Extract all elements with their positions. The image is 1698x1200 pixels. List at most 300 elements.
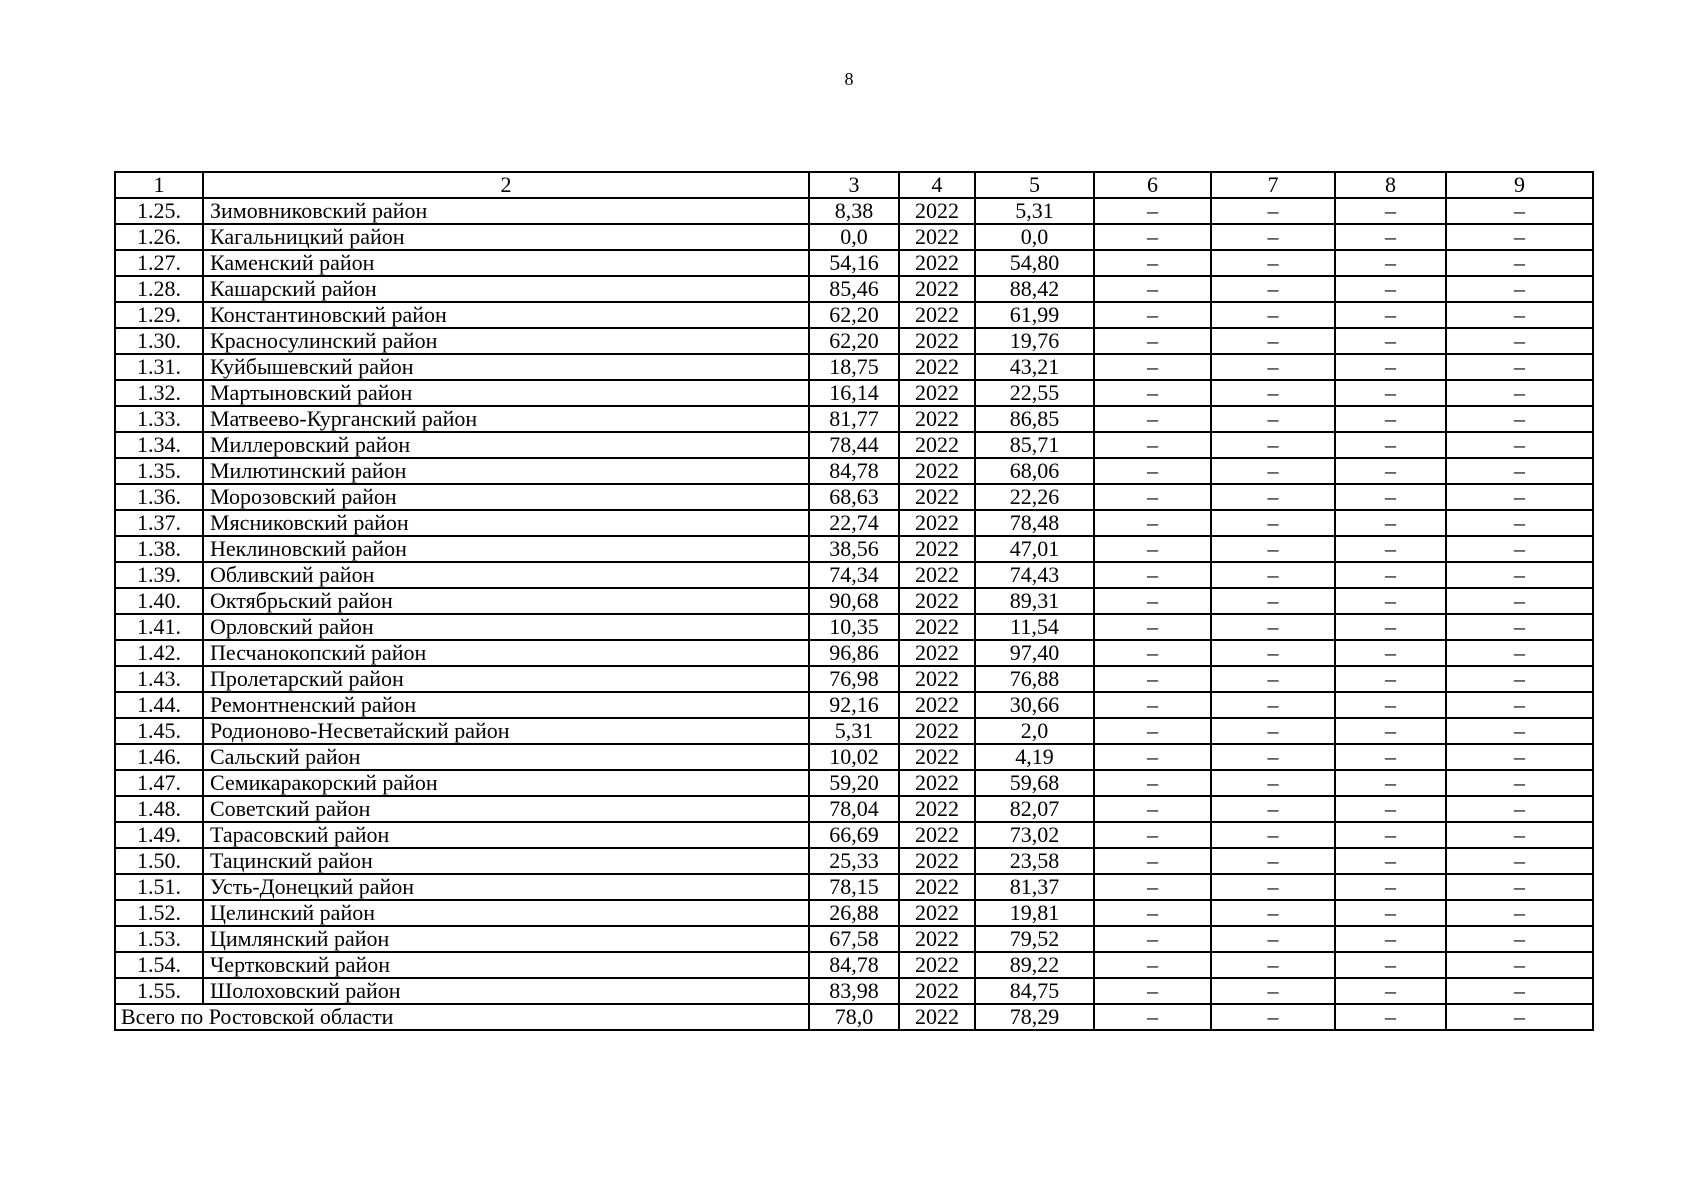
district-name-cell: Красносулинский район: [203, 328, 809, 354]
value-cell: 68,63: [809, 484, 899, 510]
total-dash-cell: –: [1094, 1004, 1211, 1030]
table-row: [115, 432, 1593, 458]
dash-cell: –: [1446, 978, 1593, 1004]
year-cell: 2022: [899, 692, 975, 718]
district-name-cell: Тацинский район: [203, 848, 809, 874]
table-row: [115, 302, 1593, 328]
dash-cell: –: [1094, 692, 1211, 718]
table-row: [115, 536, 1593, 562]
table-row: [115, 510, 1593, 536]
dash-cell: –: [1211, 510, 1335, 536]
row-number-cell: 1.46.: [115, 744, 203, 770]
dash-cell: –: [1446, 692, 1593, 718]
table-row: [115, 952, 1593, 978]
dash-cell: –: [1446, 250, 1593, 276]
value-cell: 22,74: [809, 510, 899, 536]
row-number-cell: 1.48.: [115, 796, 203, 822]
value-cell: 89,22: [975, 952, 1094, 978]
dash-cell: –: [1335, 354, 1446, 380]
year-cell: 2022: [899, 614, 975, 640]
district-name-cell: Зимовниковский район: [203, 198, 809, 224]
year-cell: 2022: [899, 926, 975, 952]
value-cell: 78,15: [809, 874, 899, 900]
data-table: [114, 171, 1594, 1031]
dash-cell: –: [1335, 198, 1446, 224]
dash-cell: –: [1211, 848, 1335, 874]
value-cell: 4,19: [975, 744, 1094, 770]
year-cell: 2022: [899, 588, 975, 614]
row-number-cell: 1.35.: [115, 458, 203, 484]
year-cell: 2022: [899, 224, 975, 250]
dash-cell: –: [1211, 354, 1335, 380]
year-cell: 2022: [899, 900, 975, 926]
value-cell: 76,88: [975, 666, 1094, 692]
table-row: [115, 848, 1593, 874]
dash-cell: –: [1211, 952, 1335, 978]
dash-cell: –: [1211, 276, 1335, 302]
dash-cell: –: [1335, 822, 1446, 848]
row-number-cell: 1.28.: [115, 276, 203, 302]
table-row: [115, 224, 1593, 250]
table-row: [115, 978, 1593, 1004]
value-cell: 92,16: [809, 692, 899, 718]
dash-cell: –: [1211, 458, 1335, 484]
value-cell: 23,58: [975, 848, 1094, 874]
district-name-cell: Пролетарский район: [203, 666, 809, 692]
dash-cell: –: [1094, 588, 1211, 614]
district-name-cell: Родионово-Несветайский район: [203, 718, 809, 744]
row-number-cell: 1.37.: [115, 510, 203, 536]
dash-cell: –: [1094, 770, 1211, 796]
dash-cell: –: [1335, 484, 1446, 510]
dash-cell: –: [1094, 484, 1211, 510]
dash-cell: –: [1446, 536, 1593, 562]
year-cell: 2022: [899, 770, 975, 796]
dash-cell: –: [1446, 770, 1593, 796]
value-cell: 88,42: [975, 276, 1094, 302]
value-cell: 62,20: [809, 328, 899, 354]
dash-cell: –: [1211, 328, 1335, 354]
district-name-cell: Мясниковский район: [203, 510, 809, 536]
dash-cell: –: [1094, 562, 1211, 588]
total-dash-cell: –: [1446, 1004, 1593, 1030]
total-dash-cell: –: [1211, 1004, 1335, 1030]
dash-cell: –: [1446, 406, 1593, 432]
dash-cell: –: [1335, 328, 1446, 354]
value-cell: 76,98: [809, 666, 899, 692]
district-name-cell: Каменский район: [203, 250, 809, 276]
district-name-cell: Константиновский район: [203, 302, 809, 328]
dash-cell: –: [1446, 354, 1593, 380]
dash-cell: –: [1211, 640, 1335, 666]
table-row: [115, 406, 1593, 432]
dash-cell: –: [1094, 276, 1211, 302]
dash-cell: –: [1446, 510, 1593, 536]
header-cell-3: 3: [809, 172, 899, 198]
value-cell: 5,31: [809, 718, 899, 744]
dash-cell: –: [1335, 510, 1446, 536]
value-cell: 82,07: [975, 796, 1094, 822]
value-cell: 78,44: [809, 432, 899, 458]
dash-cell: –: [1094, 250, 1211, 276]
row-number-cell: 1.39.: [115, 562, 203, 588]
dash-cell: –: [1335, 718, 1446, 744]
dash-cell: –: [1094, 510, 1211, 536]
dash-cell: –: [1335, 926, 1446, 952]
table-row: [115, 926, 1593, 952]
table-row: [115, 874, 1593, 900]
dash-cell: –: [1446, 458, 1593, 484]
table-row: [115, 562, 1593, 588]
dash-cell: –: [1335, 952, 1446, 978]
district-name-cell: Кашарский район: [203, 276, 809, 302]
dash-cell: –: [1094, 666, 1211, 692]
year-cell: 2022: [899, 250, 975, 276]
dash-cell: –: [1094, 848, 1211, 874]
dash-cell: –: [1211, 822, 1335, 848]
row-number-cell: 1.54.: [115, 952, 203, 978]
value-cell: 83,98: [809, 978, 899, 1004]
district-name-cell: Октябрьский район: [203, 588, 809, 614]
total-value-cell: 78,0: [809, 1004, 899, 1030]
district-name-cell: Шолоховский район: [203, 978, 809, 1004]
dash-cell: –: [1335, 250, 1446, 276]
value-cell: 85,71: [975, 432, 1094, 458]
dash-cell: –: [1211, 718, 1335, 744]
year-cell: 2022: [899, 536, 975, 562]
year-cell: 2022: [899, 302, 975, 328]
dash-cell: –: [1446, 302, 1593, 328]
value-cell: 8,38: [809, 198, 899, 224]
value-cell: 5,31: [975, 198, 1094, 224]
value-cell: 10,35: [809, 614, 899, 640]
dash-cell: –: [1211, 536, 1335, 562]
row-number-cell: 1.53.: [115, 926, 203, 952]
value-cell: 38,56: [809, 536, 899, 562]
district-name-cell: Орловский район: [203, 614, 809, 640]
dash-cell: –: [1211, 562, 1335, 588]
dash-cell: –: [1094, 302, 1211, 328]
dash-cell: –: [1211, 978, 1335, 1004]
value-cell: 25,33: [809, 848, 899, 874]
value-cell: 90,68: [809, 588, 899, 614]
table-row: [115, 198, 1593, 224]
dash-cell: –: [1446, 562, 1593, 588]
table-row: [115, 328, 1593, 354]
district-name-cell: Неклиновский район: [203, 536, 809, 562]
year-cell: 2022: [899, 484, 975, 510]
dash-cell: –: [1446, 224, 1593, 250]
dash-cell: –: [1446, 198, 1593, 224]
dash-cell: –: [1211, 484, 1335, 510]
dash-cell: –: [1446, 718, 1593, 744]
table-row: [115, 484, 1593, 510]
table-row: [115, 770, 1593, 796]
dash-cell: –: [1211, 380, 1335, 406]
header-cell-5: 5: [975, 172, 1094, 198]
district-name-cell: Чертковский район: [203, 952, 809, 978]
dash-cell: –: [1335, 900, 1446, 926]
value-cell: 96,86: [809, 640, 899, 666]
year-cell: 2022: [899, 562, 975, 588]
year-cell: 2022: [899, 666, 975, 692]
value-cell: 84,78: [809, 458, 899, 484]
row-number-cell: 1.49.: [115, 822, 203, 848]
row-number-cell: 1.51.: [115, 874, 203, 900]
header-cell-4: 4: [899, 172, 975, 198]
year-cell: 2022: [899, 952, 975, 978]
dash-cell: –: [1211, 406, 1335, 432]
year-cell: 2022: [899, 978, 975, 1004]
value-cell: 74,43: [975, 562, 1094, 588]
district-name-cell: Песчанокопский район: [203, 640, 809, 666]
dash-cell: –: [1335, 640, 1446, 666]
district-name-cell: Тарасовский район: [203, 822, 809, 848]
table-row: [115, 718, 1593, 744]
value-cell: 0,0: [975, 224, 1094, 250]
value-cell: 19,76: [975, 328, 1094, 354]
dash-cell: –: [1211, 198, 1335, 224]
table-row: [115, 666, 1593, 692]
dash-cell: –: [1094, 354, 1211, 380]
district-name-cell: Цимлянский район: [203, 926, 809, 952]
dash-cell: –: [1335, 666, 1446, 692]
row-number-cell: 1.47.: [115, 770, 203, 796]
row-number-cell: 1.43.: [115, 666, 203, 692]
dash-cell: –: [1094, 952, 1211, 978]
value-cell: 86,85: [975, 406, 1094, 432]
district-name-cell: Милютинский район: [203, 458, 809, 484]
year-cell: 2022: [899, 796, 975, 822]
dash-cell: –: [1335, 796, 1446, 822]
dash-cell: –: [1335, 614, 1446, 640]
dash-cell: –: [1211, 614, 1335, 640]
dash-cell: –: [1094, 744, 1211, 770]
dash-cell: –: [1446, 796, 1593, 822]
dash-cell: –: [1335, 224, 1446, 250]
year-cell: 2022: [899, 510, 975, 536]
header-cell-7: 7: [1211, 172, 1335, 198]
value-cell: 30,66: [975, 692, 1094, 718]
dash-cell: –: [1335, 406, 1446, 432]
dash-cell: –: [1094, 926, 1211, 952]
dash-cell: –: [1335, 302, 1446, 328]
year-cell: 2022: [899, 328, 975, 354]
dash-cell: –: [1094, 614, 1211, 640]
dash-cell: –: [1211, 666, 1335, 692]
row-number-cell: 1.34.: [115, 432, 203, 458]
row-number-cell: 1.38.: [115, 536, 203, 562]
dash-cell: –: [1335, 588, 1446, 614]
dash-cell: –: [1335, 276, 1446, 302]
dash-cell: –: [1446, 588, 1593, 614]
value-cell: 84,75: [975, 978, 1094, 1004]
value-cell: 19,81: [975, 900, 1094, 926]
header-cell-1: 1: [115, 172, 203, 198]
dash-cell: –: [1446, 874, 1593, 900]
district-name-cell: Миллеровский район: [203, 432, 809, 458]
row-number-cell: 1.32.: [115, 380, 203, 406]
header-cell-6: 6: [1094, 172, 1211, 198]
row-number-cell: 1.52.: [115, 900, 203, 926]
dash-cell: –: [1211, 250, 1335, 276]
year-cell: 2022: [899, 874, 975, 900]
header-cell-8: 8: [1335, 172, 1446, 198]
row-number-cell: 1.42.: [115, 640, 203, 666]
district-name-cell: Сальский район: [203, 744, 809, 770]
row-number-cell: 1.29.: [115, 302, 203, 328]
dash-cell: –: [1094, 380, 1211, 406]
dash-cell: –: [1446, 822, 1593, 848]
row-number-cell: 1.27.: [115, 250, 203, 276]
dash-cell: –: [1211, 926, 1335, 952]
year-cell: 2022: [899, 718, 975, 744]
dash-cell: –: [1335, 744, 1446, 770]
dash-cell: –: [1446, 926, 1593, 952]
total-label-cell: Всего по Ростовской области: [115, 1004, 809, 1030]
dash-cell: –: [1211, 874, 1335, 900]
district-name-cell: Кагальницкий район: [203, 224, 809, 250]
header-row: [115, 172, 1593, 198]
row-number-cell: 1.44.: [115, 692, 203, 718]
table-row: [115, 276, 1593, 302]
table-row: [115, 796, 1593, 822]
district-name-cell: Усть-Донецкий район: [203, 874, 809, 900]
value-cell: 59,20: [809, 770, 899, 796]
dash-cell: –: [1094, 458, 1211, 484]
row-number-cell: 1.41.: [115, 614, 203, 640]
dash-cell: –: [1446, 432, 1593, 458]
dash-cell: –: [1335, 458, 1446, 484]
dash-cell: –: [1094, 796, 1211, 822]
value-cell: 74,34: [809, 562, 899, 588]
district-name-cell: Мартыновский район: [203, 380, 809, 406]
value-cell: 2,0: [975, 718, 1094, 744]
dash-cell: –: [1094, 874, 1211, 900]
dash-cell: –: [1211, 588, 1335, 614]
value-cell: 18,75: [809, 354, 899, 380]
table-row: [115, 250, 1593, 276]
dash-cell: –: [1446, 666, 1593, 692]
header-cell-9: 9: [1446, 172, 1593, 198]
dash-cell: –: [1094, 406, 1211, 432]
value-cell: 26,88: [809, 900, 899, 926]
year-cell: 2022: [899, 198, 975, 224]
dash-cell: –: [1211, 900, 1335, 926]
dash-cell: –: [1335, 562, 1446, 588]
value-cell: 54,16: [809, 250, 899, 276]
row-number-cell: 1.31.: [115, 354, 203, 380]
row-number-cell: 1.30.: [115, 328, 203, 354]
dash-cell: –: [1446, 484, 1593, 510]
dash-cell: –: [1211, 692, 1335, 718]
dash-cell: –: [1094, 900, 1211, 926]
value-cell: 16,14: [809, 380, 899, 406]
value-cell: 22,26: [975, 484, 1094, 510]
table-row: [115, 380, 1593, 406]
year-cell: 2022: [899, 276, 975, 302]
year-cell: 2022: [899, 354, 975, 380]
dash-cell: –: [1335, 380, 1446, 406]
dash-cell: –: [1446, 952, 1593, 978]
year-cell: 2022: [899, 744, 975, 770]
value-cell: 61,99: [975, 302, 1094, 328]
row-number-cell: 1.25.: [115, 198, 203, 224]
dash-cell: –: [1446, 640, 1593, 666]
table-row: [115, 744, 1593, 770]
district-name-cell: Морозовский район: [203, 484, 809, 510]
value-cell: 59,68: [975, 770, 1094, 796]
row-number-cell: 1.50.: [115, 848, 203, 874]
value-cell: 43,21: [975, 354, 1094, 380]
year-cell: 2022: [899, 380, 975, 406]
row-number-cell: 1.26.: [115, 224, 203, 250]
dash-cell: –: [1094, 198, 1211, 224]
value-cell: 85,46: [809, 276, 899, 302]
year-cell: 2022: [899, 406, 975, 432]
row-number-cell: 1.33.: [115, 406, 203, 432]
dash-cell: –: [1211, 770, 1335, 796]
total-year-cell: 2022: [899, 1004, 975, 1030]
dash-cell: –: [1094, 640, 1211, 666]
table-body: [115, 172, 1593, 1030]
table-row: [115, 822, 1593, 848]
value-cell: 66,69: [809, 822, 899, 848]
dash-cell: –: [1094, 718, 1211, 744]
row-number-cell: 1.55.: [115, 978, 203, 1004]
table-row: [115, 692, 1593, 718]
value-cell: 81,37: [975, 874, 1094, 900]
dash-cell: –: [1335, 978, 1446, 1004]
district-name-cell: Куйбышевский район: [203, 354, 809, 380]
value-cell: 78,48: [975, 510, 1094, 536]
total-dash-cell: –: [1335, 1004, 1446, 1030]
dash-cell: –: [1211, 432, 1335, 458]
dash-cell: –: [1094, 328, 1211, 354]
total-value-cell: 78,29: [975, 1004, 1094, 1030]
dash-cell: –: [1335, 692, 1446, 718]
dash-cell: –: [1335, 848, 1446, 874]
header-cell-2: 2: [203, 172, 809, 198]
value-cell: 62,20: [809, 302, 899, 328]
dash-cell: –: [1446, 900, 1593, 926]
year-cell: 2022: [899, 640, 975, 666]
dash-cell: –: [1211, 302, 1335, 328]
value-cell: 0,0: [809, 224, 899, 250]
value-cell: 84,78: [809, 952, 899, 978]
row-number-cell: 1.45.: [115, 718, 203, 744]
dash-cell: –: [1335, 432, 1446, 458]
district-name-cell: Советский район: [203, 796, 809, 822]
dash-cell: –: [1335, 536, 1446, 562]
table-row: [115, 640, 1593, 666]
dash-cell: –: [1094, 224, 1211, 250]
table-row: [115, 900, 1593, 926]
value-cell: 68,06: [975, 458, 1094, 484]
dash-cell: –: [1446, 614, 1593, 640]
year-cell: 2022: [899, 822, 975, 848]
value-cell: 67,58: [809, 926, 899, 952]
dash-cell: –: [1446, 380, 1593, 406]
dash-cell: –: [1094, 978, 1211, 1004]
value-cell: 78,04: [809, 796, 899, 822]
dash-cell: –: [1446, 276, 1593, 302]
year-cell: 2022: [899, 848, 975, 874]
dash-cell: –: [1446, 848, 1593, 874]
page-number: 8: [844, 69, 854, 89]
value-cell: 47,01: [975, 536, 1094, 562]
table-row: [115, 588, 1593, 614]
